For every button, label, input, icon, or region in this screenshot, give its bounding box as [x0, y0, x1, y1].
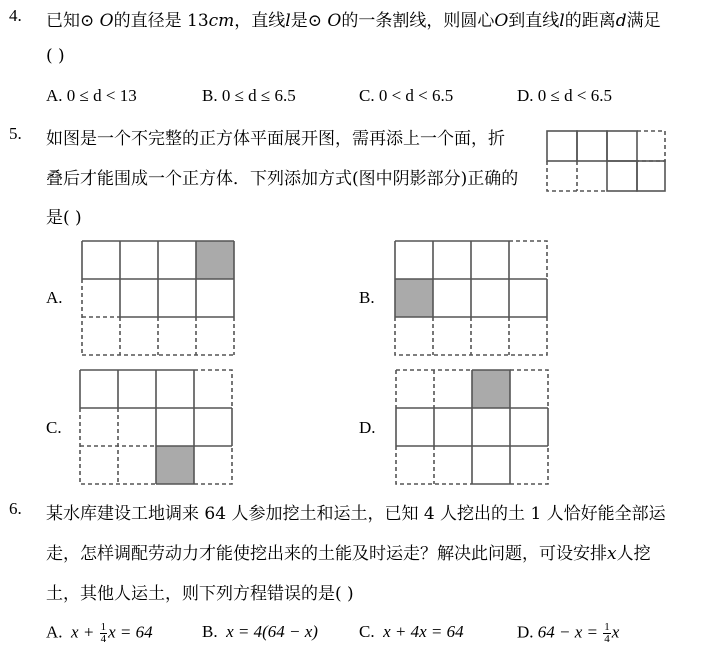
q4-option-b[interactable]: B. 0 ≤ d ≤ 6.5 — [202, 86, 296, 105]
q5-c-shaded-face — [156, 446, 194, 484]
q5-d-shaded-face — [472, 370, 510, 408]
q5-b-shaded-face — [395, 279, 433, 317]
q5-reference-net — [547, 131, 667, 193]
q4-stem: 已知⊙ O的直径是 13cm，直线l是⊙ O的一条割线，则圆心O到直线l的距离d满足 — [46, 11, 661, 31]
q6-option-c[interactable]: C. x + 4x = 64 — [359, 622, 464, 641]
q6-line-3: 土，其他人运土，则下列方程错误的是( ) — [46, 584, 354, 604]
q5-option-a-figure[interactable] — [82, 241, 236, 356]
q6-line-2: 走，怎样调配劳动力才能使挖出来的土能及时运走？解决此问题，可设安排x人挖 — [46, 544, 651, 564]
fraction-one-quarter: $\frac{1}{4}$ — [100, 621, 107, 645]
q5-a-shaded-face — [196, 241, 234, 279]
q5-option-b-figure[interactable] — [395, 241, 549, 356]
q6-option-a[interactable]: A. x + $\frac{1}{4}$ x = 64 — [46, 621, 153, 645]
q5-option-d-figure[interactable] — [396, 370, 550, 485]
q5-line-1: 如图是一个不完整的正方体平面展开图，需再添上一个面，折 — [46, 129, 505, 149]
q5-option-c-label[interactable]: C. — [46, 418, 62, 437]
q4-option-a[interactable]: A. 0 ≤ d < 13 — [46, 86, 137, 105]
q4-answer-paren: ( ) — [46, 46, 65, 66]
q6-number: 6. — [9, 499, 22, 518]
q5-number: 5. — [9, 124, 22, 143]
q4-number: 4. — [9, 6, 22, 25]
q5-option-b-label[interactable]: B. — [359, 288, 375, 307]
q5-option-d-label[interactable]: D. — [359, 418, 376, 437]
q6-option-d[interactable]: D. 64 − x = $\frac{1}{4}$ x — [517, 621, 620, 645]
q6-option-b[interactable]: B. x = 4(64 − x) — [202, 622, 318, 641]
q6-line-1: 某水库建设工地调来 64 人参加挖土和运土，已知 4 人挖出的土 1 人恰好能全部运 — [46, 504, 666, 524]
q5-option-a-label[interactable]: A. — [46, 288, 63, 307]
q5-line-3: 是( ) — [46, 208, 82, 228]
q4-option-c[interactable]: C. 0 < d < 6.5 — [359, 86, 454, 105]
q5-line-2: 叠后才能围成一个正方体．下列添加方式(图中阴影部分)正确的 — [46, 169, 519, 189]
q5-option-c-figure[interactable] — [80, 370, 234, 485]
fraction-one-quarter: $\frac{1}{4}$ — [604, 621, 610, 645]
q4-option-d[interactable]: D. 0 ≤ d < 6.5 — [517, 86, 612, 105]
